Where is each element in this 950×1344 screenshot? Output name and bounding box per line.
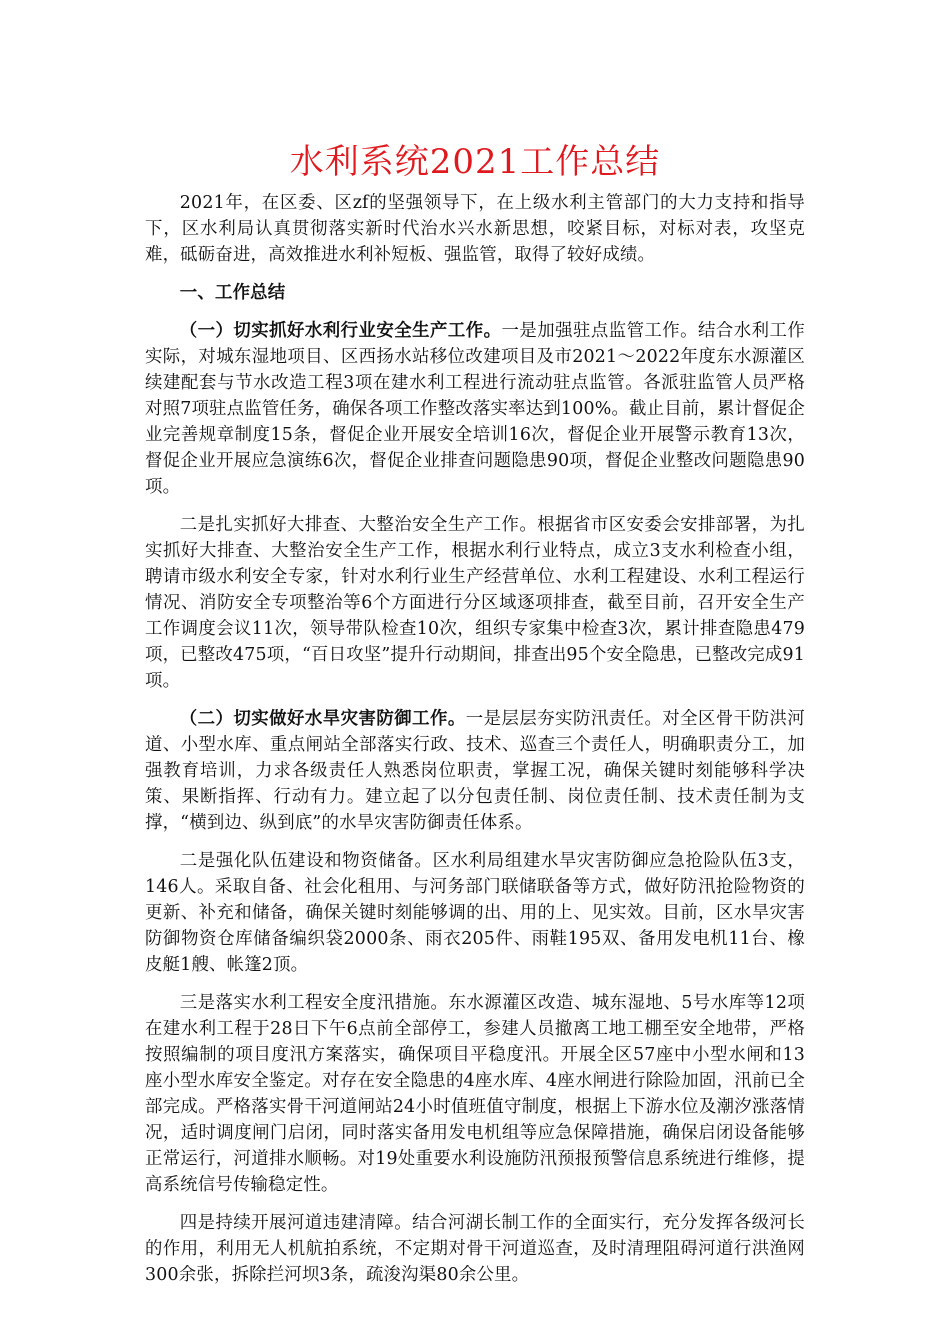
paragraph-river-clearing — [145, 1210, 805, 1288]
paragraph-text: 一是层层夯实防汛责任。对全区骨干防洪河道、小型水库、重点闸站全部落实行政、技术、巡查三个责任人，明确职责分工，加强教育培训，力求各级责任人熟悉岗位职责，掌握工况，确保关键时刻能够科学决策、果断指挥、行动有力。建立起了以分包责任制、岗位责任制、技术责任制为支撑，“横到边、纵到底”的水旱灾害防御责任体系。 — [145, 709, 805, 833]
section-heading-work-summary: 一、工作总结 — [179, 283, 286, 303]
paragraph-text: 四是持续开展河道违建清障。结合河湖长制工作的全面实行，充分发挥各级河长的作用，利用无人机航拍系统，不定期对骨干河道巡查，及时清理阻碍河道行洪渔网300余张，拆除拦河坝3条，疏浚沟渠80余公里。 — [145, 1213, 805, 1285]
paragraph-flood-safety-measures — [145, 990, 805, 1198]
paragraph-disaster-prevention — [145, 706, 805, 836]
paragraph-text: 二是强化队伍建设和物资储备。区水利局组建水旱灾害防御应急抢险队伍3支，146人。采取自备、社会化租用、与河务部门联储联备等方式，做好防汛抢险物资的更新、补充和储备，确保关键时刻能够调的出、用的上、见实效。目前，区水旱灾害防御物资仓库储备编织袋2000条、雨衣205件、雨鞋195双、备用发电机11台、橡皮艇1艘、帐篷2顶。 — [145, 851, 805, 975]
paragraph-team-materials — [145, 848, 805, 978]
document-title: 水利系统2021工作总结 — [289, 142, 661, 182]
paragraph-lead: （二）切实做好水旱灾害防御工作。 — [179, 709, 466, 729]
paragraph-safety-inspection — [145, 512, 805, 694]
paragraph-lead: （一）切实抓好水利行业安全生产工作。 — [179, 321, 502, 341]
paragraph-text: 一是加强驻点监管工作。结合水利工作实际，对城东湿地项目、区西扬水站移位改建项目及市2021～2022年度东水源灌区续建配套与节水改造工程3项在建水利工程进行流动驻点监管。各派驻监管人员严格对照7项驻点监管任务，确保各项工作整改落实率达到100%。截止目前，累计督促企业完善规章制度15条，督促企业开展安全培训16次，督促企业开展警示教育13次，督促企业开展应急演练6次，督促企业排查问题隐患90项，督促企业整改问题隐患90项。 — [145, 321, 805, 497]
paragraph-text: 二是扎实抓好大排查、大整治安全生产工作。根据省市区安委会安排部署，为扎实抓好大排查、大整治安全生产工作，根据水利行业特点，成立3支水利检查小组，聘请市级水利安全专家，针对水利行业生产经营单位、水利工程建设、水利工程运行情况、消防安全专项整治等6个方面进行分区域逐项排查，截至目前，召开安全生产工作调度会议11次，领导带队检查10次，组织专家集中检查3次，累计排查隐患479项，已整改475项，“百日攻坚”提升行动期间，排查出95个安全隐患，已整改完成91项。 — [145, 515, 805, 691]
paragraph-safety-production — [145, 318, 805, 500]
intro-paragraph: 2021年，在区委、区zf的坚强领导下，在上级水利主管部门的大力支持和指导下，区水利局认真贯彻落实新时代治水兴水新思想，咬紧目标，对标对表，攻坚克难，砥砺奋进，高效推进水利补短板、强监管，取得了较好成绩。 — [145, 193, 805, 265]
paragraph-text: 三是落实水利工程安全度汛措施。东水源灌区改造、城东湿地、5号水库等12项在建水利工程于28日下午6点前全部停工，参建人员撤离工地工棚至安全地带，严格按照编制的项目度汛方案落实，确保项目平稳度汛。开展全区57座中小型水闸和13座小型水库安全鉴定。对存在安全隐患的4座水库、4座水闸进行除险加固，汛前已全部完成。严格落实骨干河道闸站24小时值班值守制度，根据上下游水位及潮汐涨落情况，适时调度闸门启闭，同时落实备用发电机组等应急保障措施，确保启闭设备能够正常运行，河道排水顺畅。对19处重要水利设施防汛预报预警信息系统进行维修，提高系统信号传输稳定性。 — [145, 993, 805, 1195]
document-page — [145, 140, 805, 1300]
